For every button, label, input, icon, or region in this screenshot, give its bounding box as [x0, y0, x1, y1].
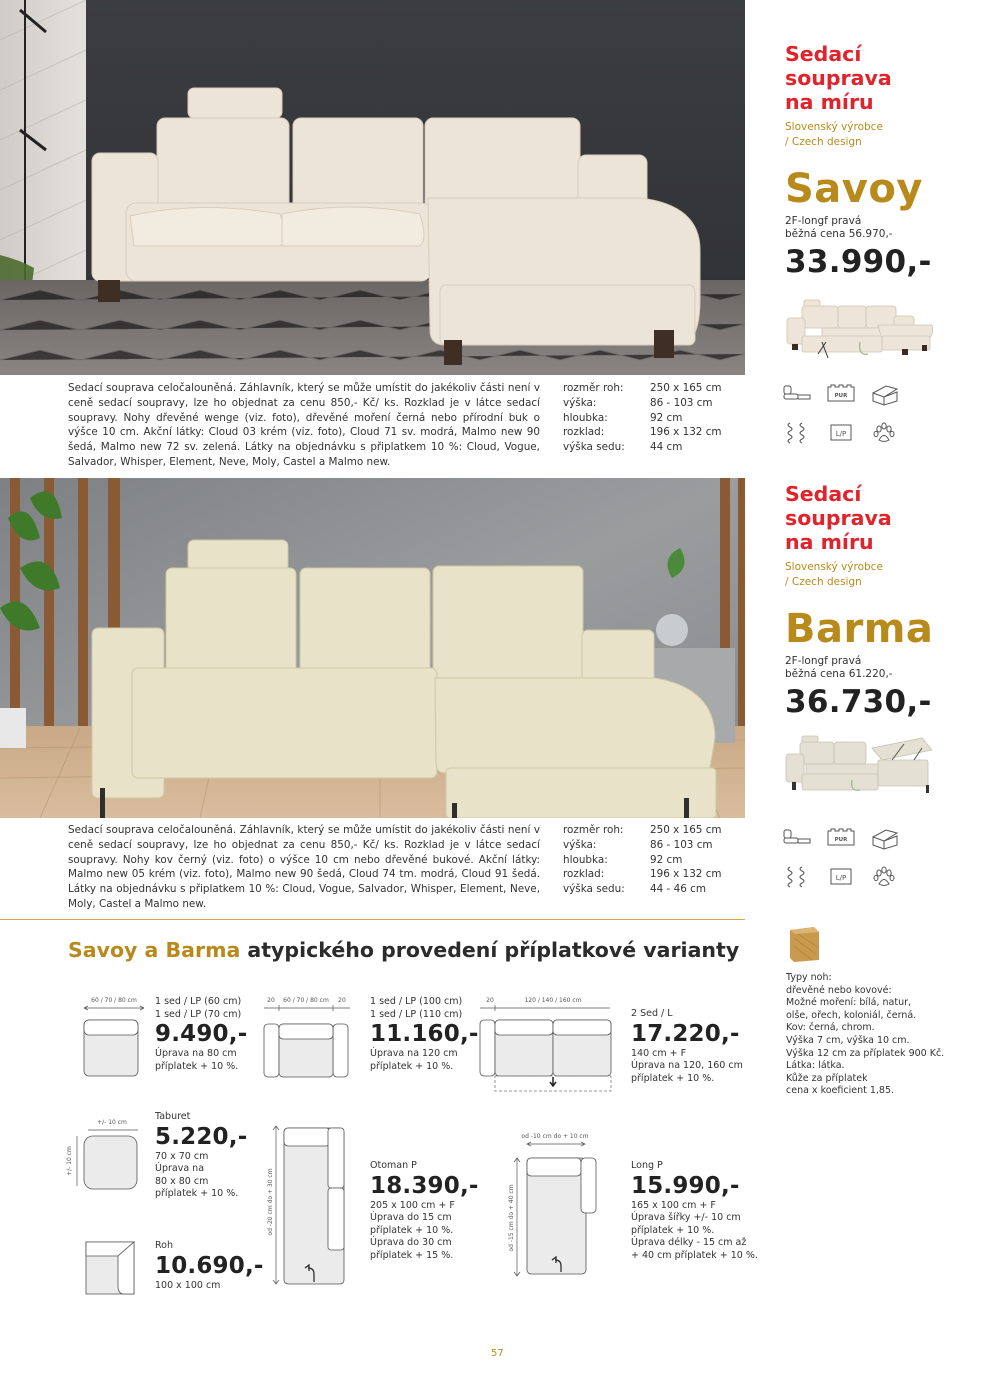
- maker-line: / Czech design: [785, 575, 862, 588]
- kicker-line: na míru: [785, 530, 874, 554]
- variant-note: příplatek + 10 %.: [155, 1188, 239, 1199]
- legs-note-line: Kov: černá, chrom.: [786, 1022, 875, 1034]
- one-seat-armrests-diagram: [262, 994, 352, 1084]
- arrow-down-icon: [550, 1077, 556, 1086]
- variant-label: 1 sed / LP (100 cm): [370, 996, 463, 1007]
- variant-note: příplatek + 10 %.: [155, 1060, 239, 1072]
- variant-note: příplatek + 10 %.: [370, 1060, 454, 1072]
- variant-long: [631, 1160, 758, 1262]
- legs-note: [786, 972, 944, 1098]
- variant-taburet: [155, 1111, 247, 1201]
- barma-feature-icons: [782, 827, 902, 903]
- spec-row: [563, 381, 722, 396]
- variant-note: příplatek + 10 %.: [370, 1224, 454, 1236]
- long-diagram: [505, 1130, 605, 1278]
- page-number: 57: [491, 1348, 504, 1359]
- variant-name: 2F-longf pravá: [785, 215, 862, 227]
- variant-note: Úprava šířky +/- 10 cm: [631, 1212, 741, 1223]
- variant-name: 2F-longf pravá: [785, 655, 862, 667]
- section-divider: [0, 919, 745, 920]
- variant-note: Úprava do 30 cm: [370, 1237, 452, 1248]
- ottoman-diagram: [64, 1116, 144, 1196]
- spec-row: [563, 853, 722, 868]
- barma-sofa-photo: [0, 478, 745, 818]
- legs-note-line: Látka: látka.: [786, 1060, 845, 1072]
- spec-label: výška:: [563, 838, 597, 851]
- otoman-diagram: [262, 1122, 352, 1290]
- svg-text:PUR: PUR: [834, 393, 848, 399]
- kicker-line: souprava: [785, 66, 892, 90]
- title-rest: atypického provedení příplatkové varianty: [240, 938, 740, 962]
- maker-line: / Czech design: [785, 135, 862, 148]
- variant-price: 9.490,-: [155, 1021, 248, 1047]
- legs-note-line: dřevěné nebo kovové:: [786, 984, 892, 996]
- barma-bed-function-thumbnail: [782, 730, 934, 798]
- legs-note-line: Možné moření: bílá, natur,: [786, 997, 912, 1009]
- variant-note: Úprava na: [155, 1163, 205, 1174]
- svg-text:60 / 70 / 80 cm: 60 / 70 / 80 cm: [283, 997, 329, 1004]
- variant-otoman: [370, 1160, 479, 1262]
- pur-foam-icon: [826, 383, 856, 407]
- spec-value: 44 - 46 cm: [650, 883, 706, 896]
- headrest-icon: [782, 383, 812, 407]
- svg-text:60 / 70 / 80 cm: 60 / 70 / 80 cm: [91, 997, 137, 1004]
- variant-price: 18.390,-: [370, 1172, 479, 1199]
- svg-text:PUR: PUR: [834, 837, 848, 843]
- springs-icon: [782, 421, 812, 445]
- variant-corner: [155, 1240, 264, 1292]
- savoy-sofa-photo: [0, 0, 745, 375]
- spec-value: 44 cm: [650, 441, 683, 454]
- variant-label: Taburet: [155, 1111, 191, 1122]
- svg-text:+/- 10 cm: +/- 10 cm: [66, 1146, 73, 1176]
- variant-note: Úprava na 120 cm: [370, 1048, 458, 1059]
- sale-price: 33.990,-: [785, 244, 932, 280]
- spec-label: rozměr roh:: [563, 824, 624, 836]
- spec-value: 92 cm: [650, 853, 683, 866]
- maker-note: [785, 120, 985, 149]
- variant-label: Otoman P: [370, 1160, 417, 1171]
- svg-text:od -10 cm do + 10 cm: od -10 cm do + 10 cm: [521, 1133, 589, 1140]
- category-heading: [785, 42, 985, 114]
- legs-note-line: Typy noh:: [786, 972, 832, 983]
- kicker-line: Sedací: [785, 42, 862, 66]
- variant-price: 11.160,-: [370, 1021, 479, 1047]
- variant-note: příplatek + 15 %.: [370, 1249, 454, 1261]
- regular-price: běžná cena 56.970,-: [785, 228, 893, 240]
- variant-two-seat: [631, 1008, 743, 1085]
- variant-note: příplatek + 10 %.: [631, 1072, 715, 1084]
- variant-note: 80 x 80 cm: [155, 1175, 209, 1187]
- variant-note: 165 x 100 cm + F: [631, 1199, 716, 1211]
- spec-value: 250 x 165 cm: [650, 824, 722, 836]
- svg-text:20: 20: [267, 997, 275, 1004]
- spec-row: [563, 425, 722, 440]
- kicker-line: Sedací: [785, 482, 862, 506]
- svg-text:20: 20: [486, 997, 494, 1004]
- svg-text:20: 20: [338, 997, 346, 1004]
- variant-note: Úprava do 15 cm: [370, 1212, 452, 1223]
- barma-info: [785, 482, 985, 720]
- spec-label: rozklad:: [563, 868, 605, 881]
- maker-line: Slovenský výrobce: [785, 561, 883, 573]
- spec-value: 196 x 132 cm: [650, 426, 722, 439]
- variant-one-seat-large: [370, 996, 479, 1073]
- one-seat-diagram: [82, 994, 146, 1084]
- variant-note: Úprava na 80 cm: [155, 1048, 237, 1059]
- savoy-feature-icons: [782, 383, 902, 459]
- springs-icon: [782, 865, 812, 889]
- variant-price: 5.220,-: [155, 1123, 248, 1150]
- category-heading: [785, 482, 985, 554]
- spec-value: 196 x 132 cm: [650, 868, 722, 881]
- two-seat-diagram: [478, 994, 618, 1094]
- pur-foam-icon: [826, 827, 856, 851]
- model-name: Savoy: [785, 166, 923, 212]
- spec-row: [563, 882, 722, 897]
- variant-note: 70 x 70 cm: [155, 1150, 209, 1162]
- spec-value: 92 cm: [650, 411, 683, 424]
- savoy-bed-function-thumbnail: [782, 292, 934, 360]
- spec-row: [563, 823, 722, 838]
- regular-price: běžná cena 61.220,-: [785, 668, 893, 680]
- legs-note-line: cena x koeficient 1,85.: [786, 1085, 895, 1097]
- barma-specs: [563, 823, 722, 897]
- spec-value: 86 - 103 cm: [650, 838, 713, 851]
- variant-price: 17.220,-: [631, 1020, 740, 1047]
- savoy-specs: [563, 381, 722, 455]
- spec-row: [563, 440, 722, 455]
- spec-label: hloubka:: [563, 411, 608, 424]
- variant-note: Úprava na 120, 160 cm: [631, 1060, 743, 1071]
- pet-friendly-icon: [870, 421, 900, 445]
- spec-value: 86 - 103 cm: [650, 396, 713, 409]
- spec-row: [563, 867, 722, 882]
- savoy-description: Sedací souprava celočalouněná. Záhlavník, který se může umístit do jakékoliv části není v ceně sedací soupravy, lze ho objednat za cenu 850,- Kč/ ks. Rozklad je v látce sedací soupravy. Nohy dřevěné wenge (viz. foto), dřevěné moření černá nebo přírodní buk o výšce 10 cm. Akční látky: Cloud 03 krém (viz. foto), Cloud 71 sv. modrá, Malmo new 90 šedá, Malmo new 72 sv. zelená. Látky na objednávku s připlatkem 10 %: Cloud, Vogue, Salvador, Whisper, Element, Neve, Moly, Castel a Malmo new.: [68, 382, 540, 468]
- variant-label: 2 Sed / L: [631, 1008, 673, 1019]
- spec-label: výška sedu:: [563, 441, 625, 454]
- left-right-icon: [826, 865, 856, 889]
- spec-row: [563, 411, 722, 426]
- headrest-icon: [782, 827, 812, 851]
- wooden-leg-image: [786, 924, 822, 964]
- spec-label: výška sedu:: [563, 883, 625, 896]
- spec-label: rozměr roh:: [563, 382, 624, 394]
- variant-note: + 40 cm příplatek + 10 %.: [631, 1249, 758, 1261]
- variant-label: Long P: [631, 1160, 663, 1171]
- svg-text:od -20 cm do + 30 cm: od -20 cm do + 30 cm: [267, 1168, 274, 1236]
- svg-text:+/- 10 cm: +/- 10 cm: [97, 1119, 127, 1126]
- legs-note-line: olše, ořech, koloniál, černá.: [786, 1009, 917, 1021]
- svg-text:120 / 140 / 160 cm: 120 / 140 / 160 cm: [524, 997, 582, 1004]
- variant-label: 1 sed / LP (70 cm): [155, 1008, 242, 1020]
- variant-note: 100 x 100 cm: [155, 1279, 221, 1291]
- savoy-info: [785, 42, 985, 280]
- barma-description: Sedací souprava celočalouněná. Záhlavník, který se může umístit do jakékoliv části není v ceně sedací soupravy, lze ho objednat za cenu 850,- Kč/ ks. Rozklad je v látce sedací soupravy. Nohy kov černý (viz. foto) o výšce 10 cm nebo dřevěné bukové. Akční látky: Malmo new 05 krém (viz. foto), Malmo new 90 šedá, Cloud 74 tm. modrá, Cloud 91 šedá. Látky na objednávku s připlatkem 10 %: Cloud, Vogue, Salvador, Whisper, Element, Neve, Moly, Castel a Malmo new.: [68, 824, 540, 910]
- left-right-icon: [826, 421, 856, 445]
- legs-note-line: Výška 7 cm, výška 10 cm.: [786, 1034, 910, 1046]
- maker-line: Slovenský výrobce: [785, 121, 883, 133]
- legs-note-line: Výška 12 cm za příplatek 900 Kč.: [786, 1047, 945, 1059]
- storage-box-icon: [870, 827, 900, 851]
- spec-row: [563, 396, 722, 411]
- storage-box-icon: [870, 383, 900, 407]
- variant-price: 15.990,-: [631, 1172, 740, 1199]
- maker-note: [785, 560, 985, 589]
- model-name: Barma: [785, 606, 934, 652]
- variant-note: příplatek + 10 %.: [631, 1224, 715, 1236]
- spec-label: výška:: [563, 396, 597, 409]
- corner-diagram: [82, 1238, 142, 1298]
- variant-label: 1 sed / LP (110 cm): [370, 1008, 463, 1020]
- variant-price: 10.690,-: [155, 1252, 264, 1279]
- sale-price: 36.730,-: [785, 684, 932, 720]
- variant-note: Úprava délky - 15 cm až: [631, 1237, 747, 1248]
- spec-label: hloubka:: [563, 853, 608, 866]
- kicker-line: na míru: [785, 90, 874, 114]
- variant-label: 1 sed / LP (60 cm): [155, 996, 242, 1007]
- spec-value: 250 x 165 cm: [650, 382, 722, 394]
- svg-text:L/P: L/P: [835, 874, 847, 882]
- variants-section-title: [68, 938, 739, 962]
- kicker-line: souprava: [785, 506, 892, 530]
- variant-note: 140 cm + F: [631, 1047, 687, 1059]
- pet-friendly-icon: [870, 865, 900, 889]
- variant-one-seat-small: [155, 996, 247, 1073]
- variant-label: Roh: [155, 1240, 174, 1251]
- legs-note-line: Kůže za příplatek: [786, 1072, 868, 1084]
- svg-text:od -15 cm do + 40 cm: od -15 cm do + 40 cm: [508, 1184, 515, 1252]
- svg-text:L/P: L/P: [835, 430, 847, 438]
- spec-row: [563, 838, 722, 853]
- title-highlight: Savoy a Barma: [68, 938, 241, 962]
- variant-note: 205 x 100 cm + F: [370, 1199, 455, 1211]
- spec-label: rozklad:: [563, 426, 605, 439]
